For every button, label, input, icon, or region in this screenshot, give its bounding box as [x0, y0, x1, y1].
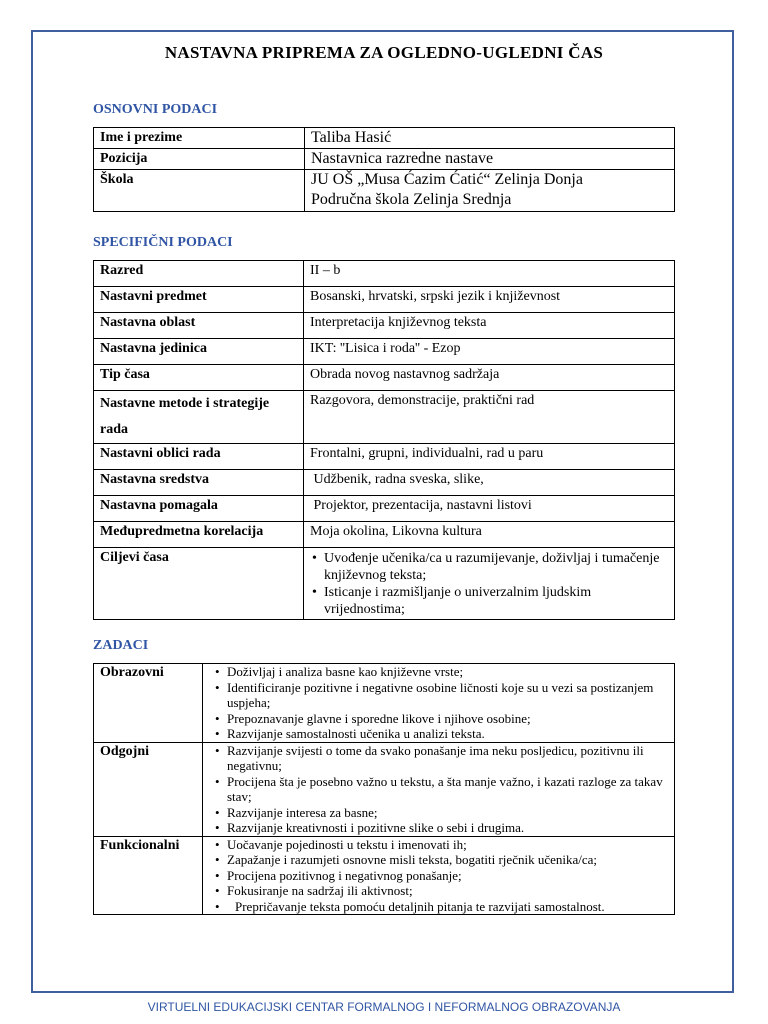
label-sredstva: Nastavna sredstva: [94, 470, 304, 496]
value-korelacija: Moja okolina, Likovna kultura: [304, 522, 675, 548]
list-item: • Zapažanje i razumjeti osnovne misli teksta, bogatiti rječnik učenika/ca;: [227, 852, 668, 868]
value-funkcionalni: [203, 836, 675, 915]
section-heading-zadaci: ZADACI: [93, 638, 149, 653]
label-predmet: Nastavni predmet: [94, 287, 304, 313]
label-metode: Nastavne metode i strategije rada: [94, 391, 304, 444]
list-item: • Identificiranje pozitivne i negativne osobine ličnosti koje su u vezi sa postizanjem uspjeha;: [227, 680, 668, 711]
list-item: • Isticanje i razmišljanje o univerzalnim ljudskim vrijednostima;: [324, 584, 668, 618]
value-position: Nastavnica razredne nastave: [305, 149, 675, 170]
label-tip: Tip časa: [94, 365, 304, 391]
value-pomagala: Projektor, prezentacija, nastavni listovi: [304, 496, 675, 522]
value-tip: Obrada novog nastavnog sadržaja: [304, 365, 675, 391]
list-item: • Procijena šta je posebno važno u tekstu, a šta manje važno, i kazati razloge za takav stav;: [227, 774, 668, 805]
label-school: Škola: [94, 170, 305, 212]
value-oblici: Frontalni, grupni, individualni, rad u paru: [304, 444, 675, 470]
school-line-2: Područna škola Zelinja Srednja: [311, 191, 512, 208]
value-name: Taliba Hasić: [305, 128, 675, 149]
specific-info-table: [93, 260, 675, 620]
list-item: • Razvijanje kreativnosti i pozitivne slike o sebi i drugima.: [227, 820, 668, 836]
basic-info-table: [93, 127, 675, 212]
school-line-1: JU OŠ „Musa Ćazim Ćatić“ Zelinja Donja: [311, 171, 583, 188]
label-korelacija: Međupredmetna korelacija: [94, 522, 304, 548]
label-name: Ime i prezime: [94, 128, 305, 149]
list-item: • Prepričavanje teksta pomoću detaljnih pitanja te razvijati samostalnost.: [227, 899, 668, 915]
document-title: NASTAVNA PRIPREMA ZA OGLEDNO-UGLEDNI ČAS: [164, 43, 604, 62]
tasks-table: [93, 663, 675, 915]
value-sredstva: Udžbenik, radna sveska, slike,: [304, 470, 675, 496]
value-odgojni: [203, 742, 675, 836]
label-obrazovni: Obrazovni: [94, 664, 203, 743]
label-pomagala: Nastavna pomagala: [94, 496, 304, 522]
value-jedinica: IKT: ''Lisica i roda'' - Ezop: [304, 339, 675, 365]
list-item: • Doživljaj i analiza basne kao književne vrste;: [227, 664, 668, 680]
section-heading-specificni: SPECIFIČNI PODACI: [93, 235, 233, 250]
list-item: • Razvijanje samostalnosti učenika u analizi teksta.: [227, 726, 668, 742]
value-school: [305, 170, 675, 212]
list-item: • Uvođenje učenika/ca u razumijevanje, doživljaj i tumačenje književnog teksta;: [324, 550, 668, 584]
list-item: • Fokusiranje na sadržaj ili aktivnost;: [227, 883, 668, 899]
value-predmet: Bosanski, hrvatski, srpski jezik i književnost: [304, 287, 675, 313]
label-razred: Razred: [94, 261, 304, 287]
value-oblast: Interpretacija književnog teksta: [304, 313, 675, 339]
label-ciljevi: Ciljevi časa: [94, 548, 304, 620]
list-item: • Razvijanje svijesti o tome da svako ponašanje ima neku posljedicu, pozitivnu ili negativnu;: [227, 743, 668, 774]
label-oblici: Nastavni oblici rada: [94, 444, 304, 470]
label-position: Pozicija: [94, 149, 305, 170]
label-jedinica: Nastavna jedinica: [94, 339, 304, 365]
list-item: • Procijena pozitivnog i negativnog ponašanje;: [227, 868, 668, 884]
label-oblast: Nastavna oblast: [94, 313, 304, 339]
value-metode: Razgovora, demonstracije, praktični rad: [304, 391, 675, 444]
footer-text: VIRTUELNI EDUKACIJSKI CENTAR FORMALNOG I NEFORMALNOG OBRAZOVANJA: [147, 1000, 621, 1014]
label-funkcionalni: Funkcionalni: [94, 836, 203, 915]
value-ciljevi: [304, 548, 675, 620]
list-item: • Razvijanje interesa za basne;: [227, 805, 668, 821]
section-heading-osnovni: OSNOVNI PODACI: [93, 102, 218, 117]
value-obrazovni: [203, 664, 675, 743]
list-item: • Uočavanje pojedinosti u tekstu i imenovati ih;: [227, 837, 668, 853]
label-odgojni: Odgojni: [94, 742, 203, 836]
value-razred: II – b: [304, 261, 675, 287]
list-item: • Prepoznavanje glavne i sporedne likove i njihove osobine;: [227, 711, 668, 727]
